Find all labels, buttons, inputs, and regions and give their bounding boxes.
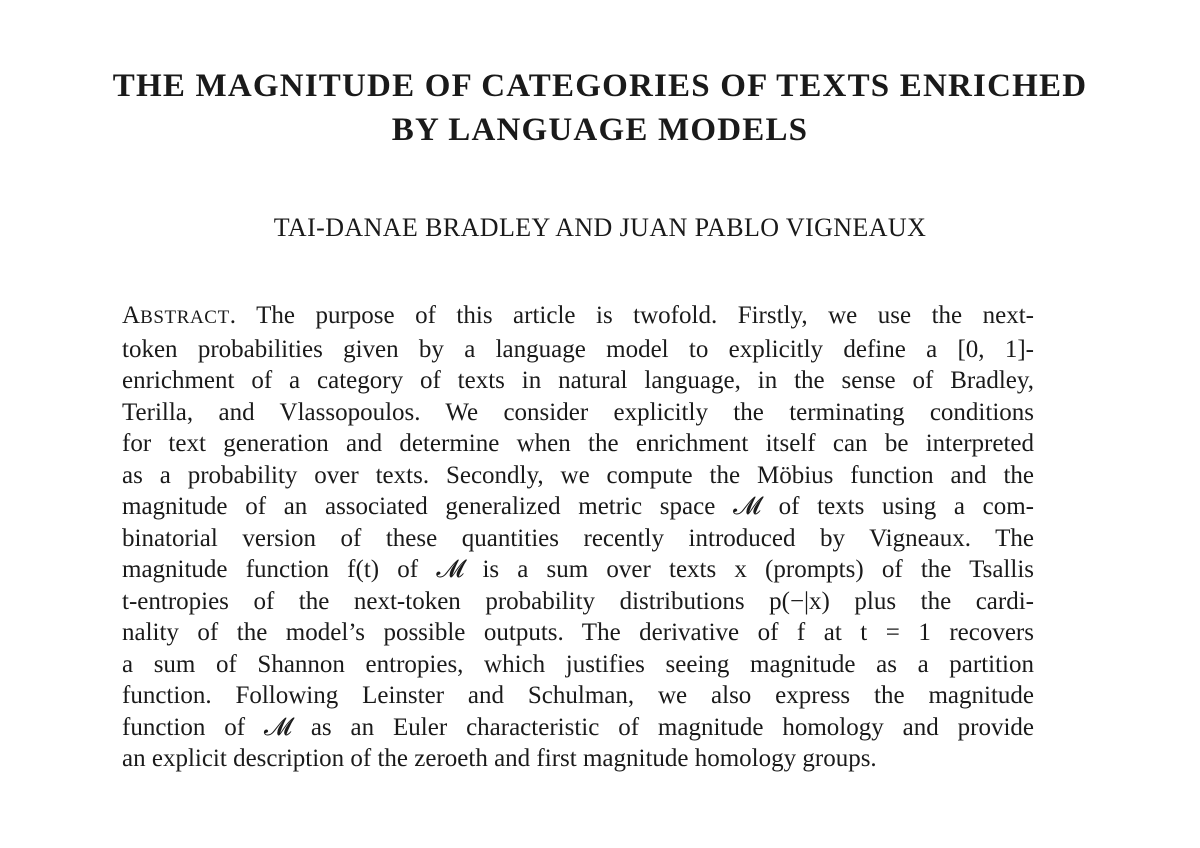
abstract-line-3: enrichment of a category of texts in natural language, in the sense of Bradley, xyxy=(122,367,1034,394)
abstract-line-11: nality of the model’s possible outputs. The derivative of f at t = 1 recovers xyxy=(122,619,1034,646)
abstract-line-15: an explicit description of the zeroeth and first magnitude homology groups. xyxy=(122,745,877,772)
title-line-1: THE MAGNITUDE OF CATEGORIES OF TEXTS ENRICHED xyxy=(112,68,1088,104)
abstract-line-14: function of 𝓜 as an Euler characteristic of magnitude homology and provide xyxy=(122,713,1034,741)
paper-authors: TAI-DANAE BRADLEY AND JUAN PABLO VIGNEAUX xyxy=(273,213,927,242)
abstract-text: The purpose of this article is twofold. Firstly, we use the next- xyxy=(236,302,1034,329)
abstract-line-7: magnitude of an associated generalized metric space 𝓜 of texts using a com- xyxy=(122,493,1034,520)
abstract-line-13: function. Following Leinster and Schulman, we also express the magnitude xyxy=(122,682,1034,709)
abstract-line-8: binatorial version of these quantities recently introduced by Vigneaux. The xyxy=(122,524,1034,552)
abstract-line-6: as a probability over texts. Secondly, we compute the Möbius function and the xyxy=(122,461,1034,489)
abstract-label: ABSTRACT. xyxy=(122,302,237,329)
abstract-line-2: token probabilities given by a language model to explicitly define a [0, 1]- xyxy=(122,335,1034,363)
abstract-line-9: magnitude function f(t) of 𝓜 is a sum over texts x (prompts) of the Tsallis xyxy=(122,556,1034,583)
abstract-line-10: t-entropies of the next-token probability distributions p(−|x) plus the cardi- xyxy=(122,587,1034,615)
paper-title xyxy=(0,64,1200,152)
abstract xyxy=(122,300,1034,775)
abstract-line-12: a sum of Shannon entropies, which justifies seeing magnitude as a partition xyxy=(122,650,1034,678)
abstract-line-4: Terilla, and Vlassopoulos. We consider explicitly the terminating conditions xyxy=(122,398,1034,426)
title-line-2: BY LANGUAGE MODELS xyxy=(391,112,809,148)
abstract-line-1 xyxy=(122,300,1034,334)
abstract-line-5: for text generation and determine when the enrichment itself can be interpreted xyxy=(122,430,1034,457)
